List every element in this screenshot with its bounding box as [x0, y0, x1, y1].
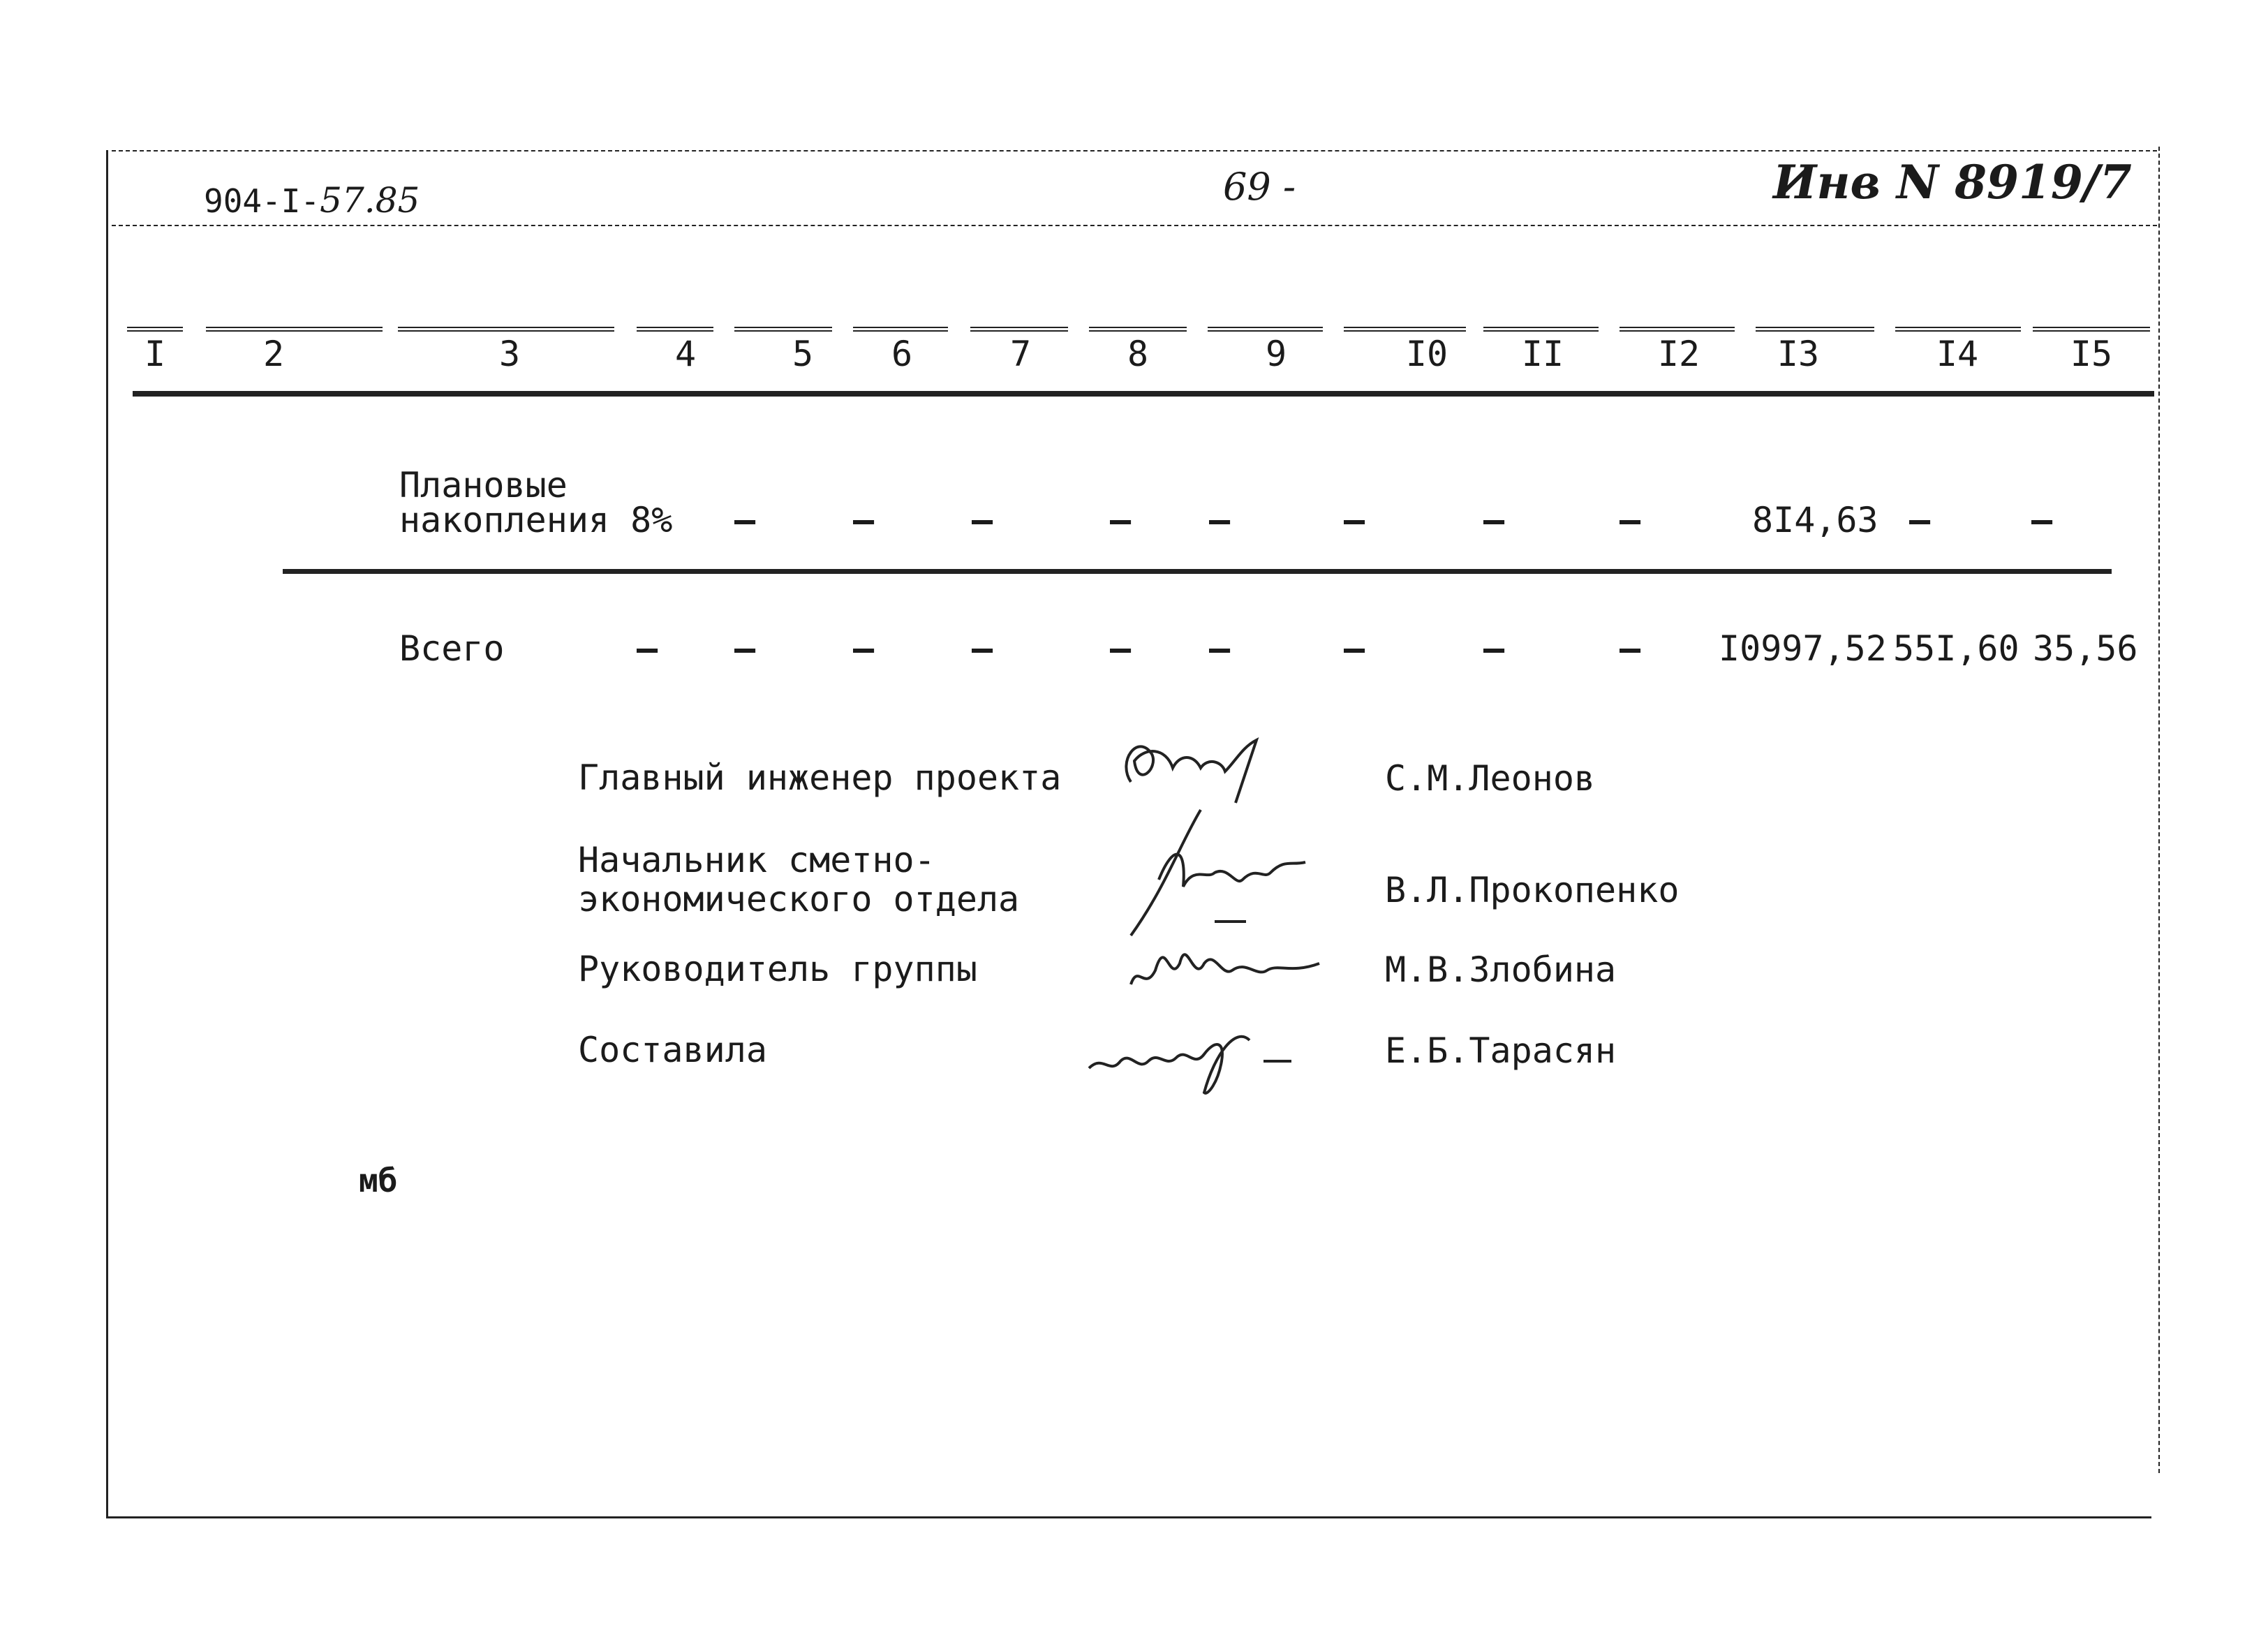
signature-role: Главный инженер проекта [578, 757, 1062, 798]
column-number: I4 [1936, 334, 1979, 374]
handwritten-signature-4 [1082, 1012, 1319, 1103]
empty-cell-dash: – [1344, 500, 1365, 540]
doc-code [204, 180, 420, 221]
empty-cell-dash: – [734, 500, 756, 540]
empty-cell-dash: – [972, 500, 993, 540]
footer-mark: мб [359, 1162, 398, 1199]
row-label-planned-savings [399, 465, 673, 540]
empty-cell-dash: – [853, 628, 875, 669]
column-header-bar [1089, 327, 1187, 332]
empty-cell-dash: – [853, 500, 875, 540]
column-header-bar [734, 327, 832, 332]
doc-code-printed: 904-I- [204, 182, 320, 220]
column-number: 6 [891, 334, 913, 374]
column-number: 7 [1009, 334, 1032, 374]
frame-left [106, 150, 108, 1518]
empty-cell-dash: – [1110, 628, 1132, 669]
column-number: 3 [498, 334, 521, 374]
column-number: 2 [262, 334, 285, 374]
cell-c14: – [1909, 500, 1931, 540]
empty-cell-dash: – [1110, 500, 1132, 540]
empty-cell-dash: – [1620, 628, 1641, 669]
column-number: 4 [674, 334, 697, 374]
empty-cell-dash: – [637, 628, 658, 669]
column-number: 9 [1265, 334, 1287, 374]
column-number: I5 [2070, 334, 2113, 374]
cell-c13: 8I4,63 [1752, 500, 1878, 540]
column-number: 8 [1127, 334, 1149, 374]
column-header-bar [398, 327, 614, 332]
column-header-bar [1208, 327, 1323, 332]
cell-c13: I0997,52 [1719, 628, 1887, 669]
signature-role: Руководитель группы [578, 949, 977, 989]
column-header-bar [853, 327, 948, 332]
column-header-bar [970, 327, 1068, 332]
signature-role-line: экономического отдела [578, 879, 1020, 919]
signature-name: М.В.Злобина [1385, 949, 1617, 990]
header-underline [112, 225, 2157, 226]
column-number: I0 [1405, 334, 1448, 374]
cell-c15: – [2031, 500, 2053, 540]
column-number: 5 [792, 334, 814, 374]
column-header-rule [133, 391, 2154, 397]
signature-name: С.М.Леонов [1385, 758, 1596, 799]
handwritten-signature-3 [1117, 922, 1340, 1005]
signature-name: Е.Б.Тарасян [1385, 1030, 1617, 1071]
row-label-line: Плановые [399, 465, 568, 505]
frame-right [2158, 147, 2160, 1473]
column-header-bar [206, 327, 383, 332]
empty-cell-dash: – [1483, 500, 1505, 540]
cell-c15: 35,56 [2033, 628, 2138, 669]
column-header-bar [2033, 327, 2150, 332]
column-number: II [1521, 334, 1564, 374]
column-header-bar [1620, 327, 1735, 332]
empty-cell-dash: – [972, 628, 993, 669]
row-label-total: Всего [399, 628, 505, 669]
signature-name: В.Л.Прокопенко [1385, 870, 1680, 910]
column-header-bar [637, 327, 713, 332]
cell-c14: 55I,60 [1893, 628, 2019, 669]
signature-role-line: Начальник сметно- [578, 840, 935, 880]
column-header-bar [1895, 327, 2021, 332]
empty-cell-dash: – [1209, 500, 1231, 540]
subtotal-rule [283, 569, 2112, 574]
doc-code-handwritten: 57.85 [320, 180, 420, 221]
column-number: I [144, 334, 166, 374]
row-label-line: накопления 8% [399, 500, 673, 540]
frame-top [112, 150, 2157, 151]
column-number: I2 [1657, 334, 1700, 374]
column-header-bar [1483, 327, 1599, 332]
signature-role: Составила [578, 1030, 767, 1070]
column-number: I3 [1777, 334, 1820, 374]
column-header-bar [1344, 327, 1466, 332]
empty-cell-dash: – [1209, 628, 1231, 669]
handwritten-signature-1 [1103, 719, 1312, 817]
column-header-bar [1756, 327, 1874, 332]
frame-bottom [106, 1516, 2151, 1518]
empty-cell-dash: – [1344, 628, 1365, 669]
empty-cell-dash: – [1620, 500, 1641, 540]
empty-cell-dash: – [734, 628, 756, 669]
signature-role [578, 841, 1019, 919]
empty-cell-dash: – [1483, 628, 1505, 669]
inventory-number: Инв N 8919/7 [1773, 155, 2132, 209]
page-number: 69 - [1223, 165, 1296, 209]
column-header-bar [127, 327, 183, 332]
